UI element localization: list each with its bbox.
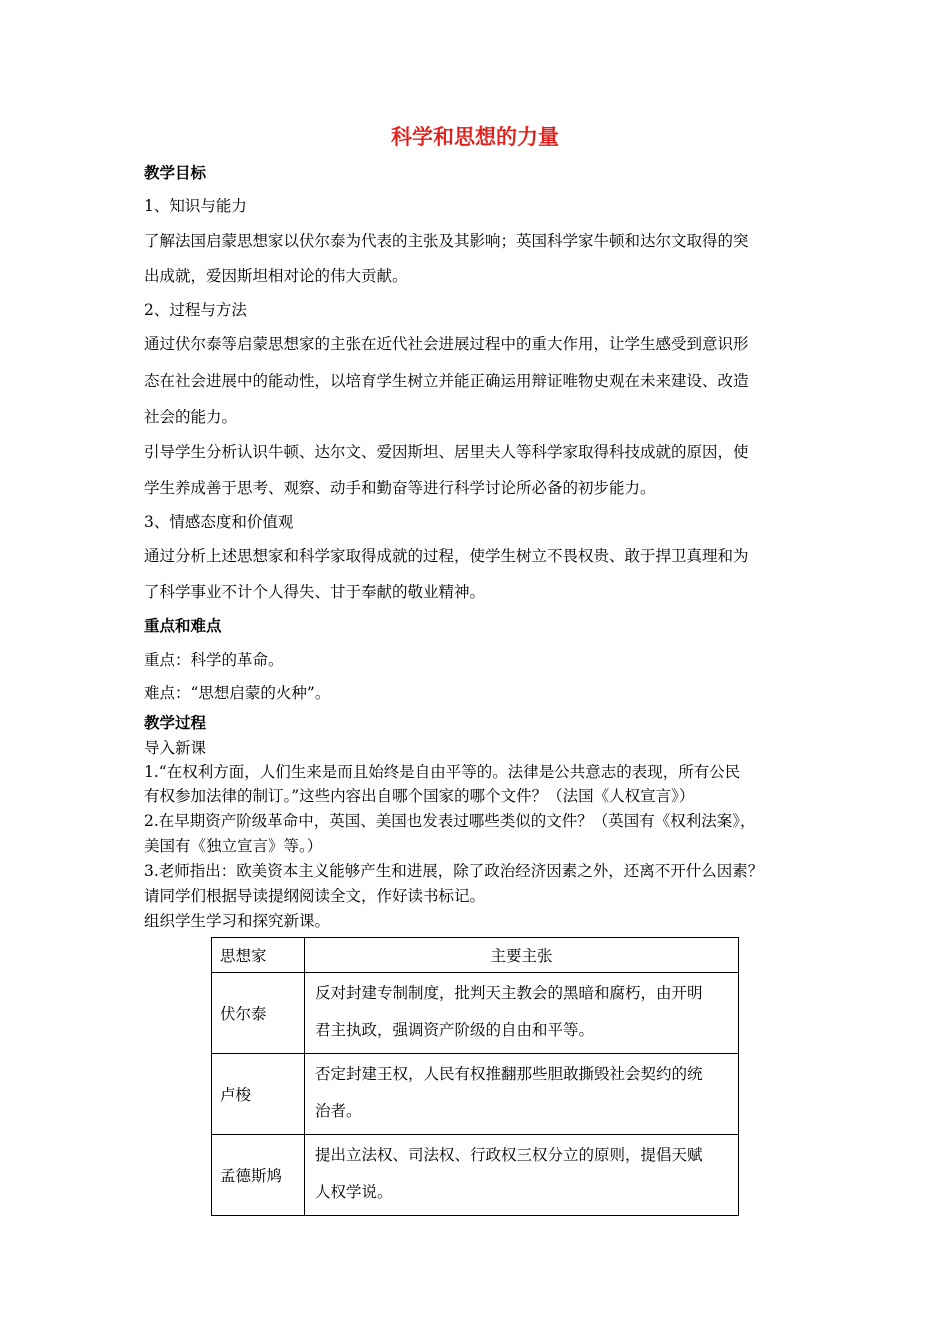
claim-line: 反对封建专制制度，批判天主教会的黑暗和腐朽，由开明 — [315, 984, 703, 1002]
question3-line1: 3.老师指出：欧美资本主义能够产生和进展，除了政治经济因素之外，还离不开什么因素？ — [144, 862, 764, 880]
table-cell-thinker: 孟德斯鸠 — [212, 1135, 305, 1216]
claim-line: 治者。 — [315, 1102, 362, 1120]
intro-heading: 导入新课 — [144, 739, 207, 757]
claim-line: 人权学说。 — [315, 1183, 393, 1201]
question1-line1: 1.“在权利方面，人们生来是而且始终是自由平等的。法律是公共意志的表现，所有公民 — [144, 763, 741, 781]
table-row — [212, 973, 739, 1054]
sub2-para1-line3: 社会的能力。 — [144, 408, 238, 426]
claim-line: 否定封建王权，人民有权推翻那些胆敢撕毁社会契约的统 — [315, 1065, 703, 1083]
key-point: 重点：科学的革命。 — [144, 651, 284, 669]
table-row — [212, 1135, 739, 1216]
question3-line2: 请同学们根据导读提纲阅读全文，作好读书标记。 — [144, 887, 486, 905]
table-header-thinker: 思想家 — [212, 938, 305, 973]
table-cell-claim — [305, 973, 739, 1054]
sub2-para1-line1: 通过伏尔泰等启蒙思想家的主张在近代社会进展过程中的重大作用，让学生感受到意识形 — [144, 335, 749, 353]
thinkers-table — [211, 937, 739, 1216]
claim-line: 君主执政，强调资产阶级的自由和平等。 — [315, 1021, 595, 1039]
process-heading: 教学过程 — [144, 714, 207, 732]
page-title: 科学和思想的力量 — [391, 125, 559, 149]
sub3-text-line1: 通过分析上述思想家和科学家取得成就的过程，使学生树立不畏权贵、敢于捍卫真理和为 — [144, 547, 749, 565]
sub1-text-line1: 了解法国启蒙思想家以伏尔泰为代表的主张及其影响；英国科学家牛顿和达尔文取得的突 — [144, 232, 749, 250]
table-cell-thinker: 伏尔泰 — [212, 973, 305, 1054]
table-cell-claim — [305, 1135, 739, 1216]
sub3-text-line2: 了科学事业不计个人得失、甘于奉献的敬业精神。 — [144, 583, 486, 601]
table-cell-thinker: 卢梭 — [212, 1054, 305, 1135]
table-cell-claim — [305, 1054, 739, 1135]
difficult-point: 难点：“思想启蒙的火种”。 — [144, 684, 331, 702]
question2-line1: 2.在早期资产阶级革命中，英国、美国也发表过哪些类似的文件？（英国有《权利法案》， — [144, 812, 756, 830]
key-heading: 重点和难点 — [144, 617, 222, 635]
claim-line: 提出立法权、司法权、行政权三权分立的原则，提倡天赋 — [315, 1146, 703, 1164]
sub1-heading: 1、知识与能力 — [144, 197, 247, 215]
sub2-para2-line1: 引导学生分析认识牛顿、达尔文、爱因斯坦、居里夫人等科学家取得科技成就的原因，使 — [144, 443, 749, 461]
sub2-para2-line2: 学生养成善于思考、观察、动手和勤奋等进行科学讨论所必备的初步能力。 — [144, 479, 656, 497]
goals-heading: 教学目标 — [144, 164, 207, 182]
question2-line2: 美国有《独立宣言》等。） — [144, 837, 323, 855]
sub3-heading: 3、情感态度和价值观 — [144, 513, 294, 531]
sub2-heading: 2、过程与方法 — [144, 301, 247, 319]
table-row — [212, 1054, 739, 1135]
question1-line2: 有权参加法律的制订。”这些内容出自哪个国家的哪个文件？（法国《人权宣言》） — [144, 787, 695, 805]
table-header-claim: 主要主张 — [305, 938, 739, 973]
sub1-text-line2: 出成就，爱因斯坦相对论的伟大贡献。 — [144, 267, 408, 285]
sub2-para1-line2: 态在社会进展中的能动性，以培育学生树立并能正确运用辩证唯物史观在未来建设、改造 — [144, 372, 749, 390]
organize-text: 组织学生学习和探究新课。 — [144, 912, 331, 930]
table-header-row — [212, 938, 739, 973]
